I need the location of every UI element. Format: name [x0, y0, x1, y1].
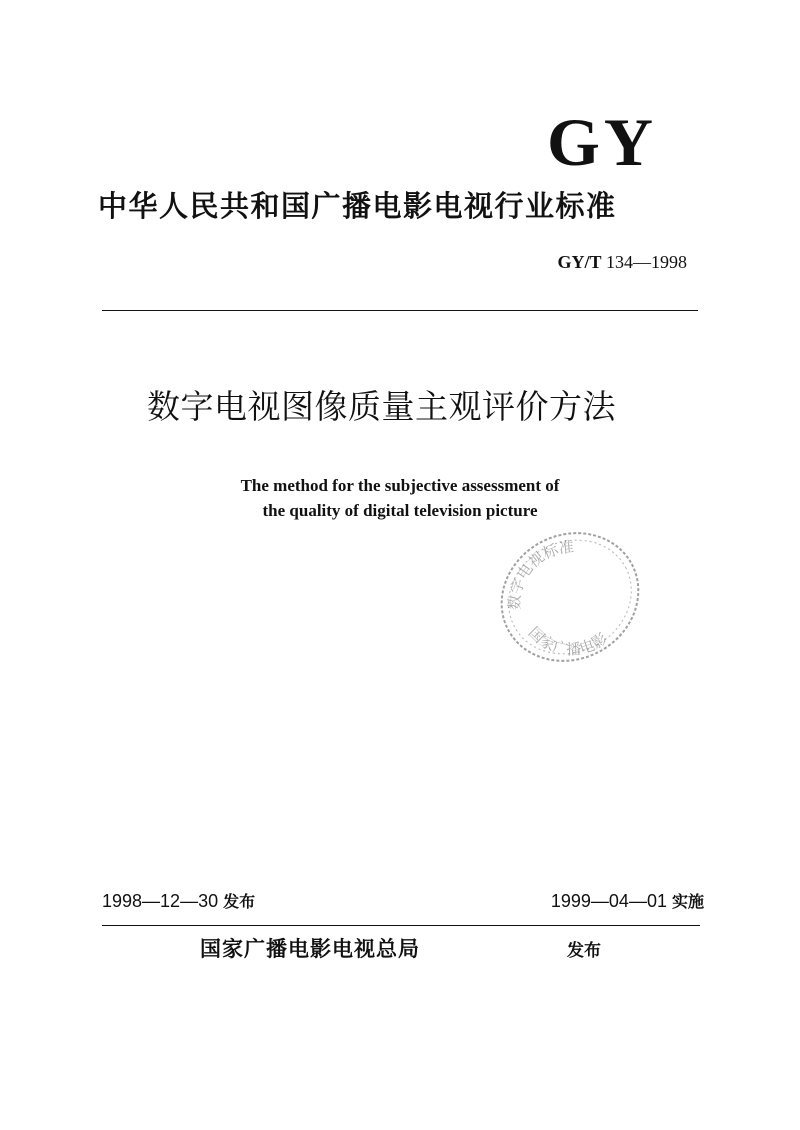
document-title-chinese: 数字电视图像质量主观评价方法: [147, 387, 616, 426]
stamp-top-text: 数字电视标准: [505, 537, 575, 611]
implement-date: 1999—04—01: [550, 891, 667, 911]
implement-date-row: [551, 892, 704, 910]
issue-date: 1998—12—30: [102, 891, 219, 911]
issue-label: 发布: [223, 892, 256, 911]
footer-divider: [102, 925, 700, 926]
standard-number-prefix: GY/T: [557, 252, 602, 272]
standard-logo: GY: [547, 104, 657, 180]
document-title-english-line2: the quality of digital television picture: [262, 501, 538, 520]
industry-standard-heading: 中华人民共和国广播电影电视行业标准: [98, 189, 617, 223]
document-title-english-line1: The method for the subjective assessment of: [240, 476, 560, 495]
stamp-bottom-text: 国家广播电影: [524, 623, 611, 659]
official-seal-stamp: [488, 515, 653, 680]
implement-label: 实施: [671, 892, 704, 911]
publisher-name: 国家广播电影电视总局: [200, 937, 420, 961]
standard-number-value: 134—1998: [606, 252, 687, 272]
standard-number: [557, 253, 687, 271]
issue-date-row: [102, 892, 255, 910]
publish-label: 发布: [567, 941, 601, 961]
header-divider: [102, 310, 698, 311]
